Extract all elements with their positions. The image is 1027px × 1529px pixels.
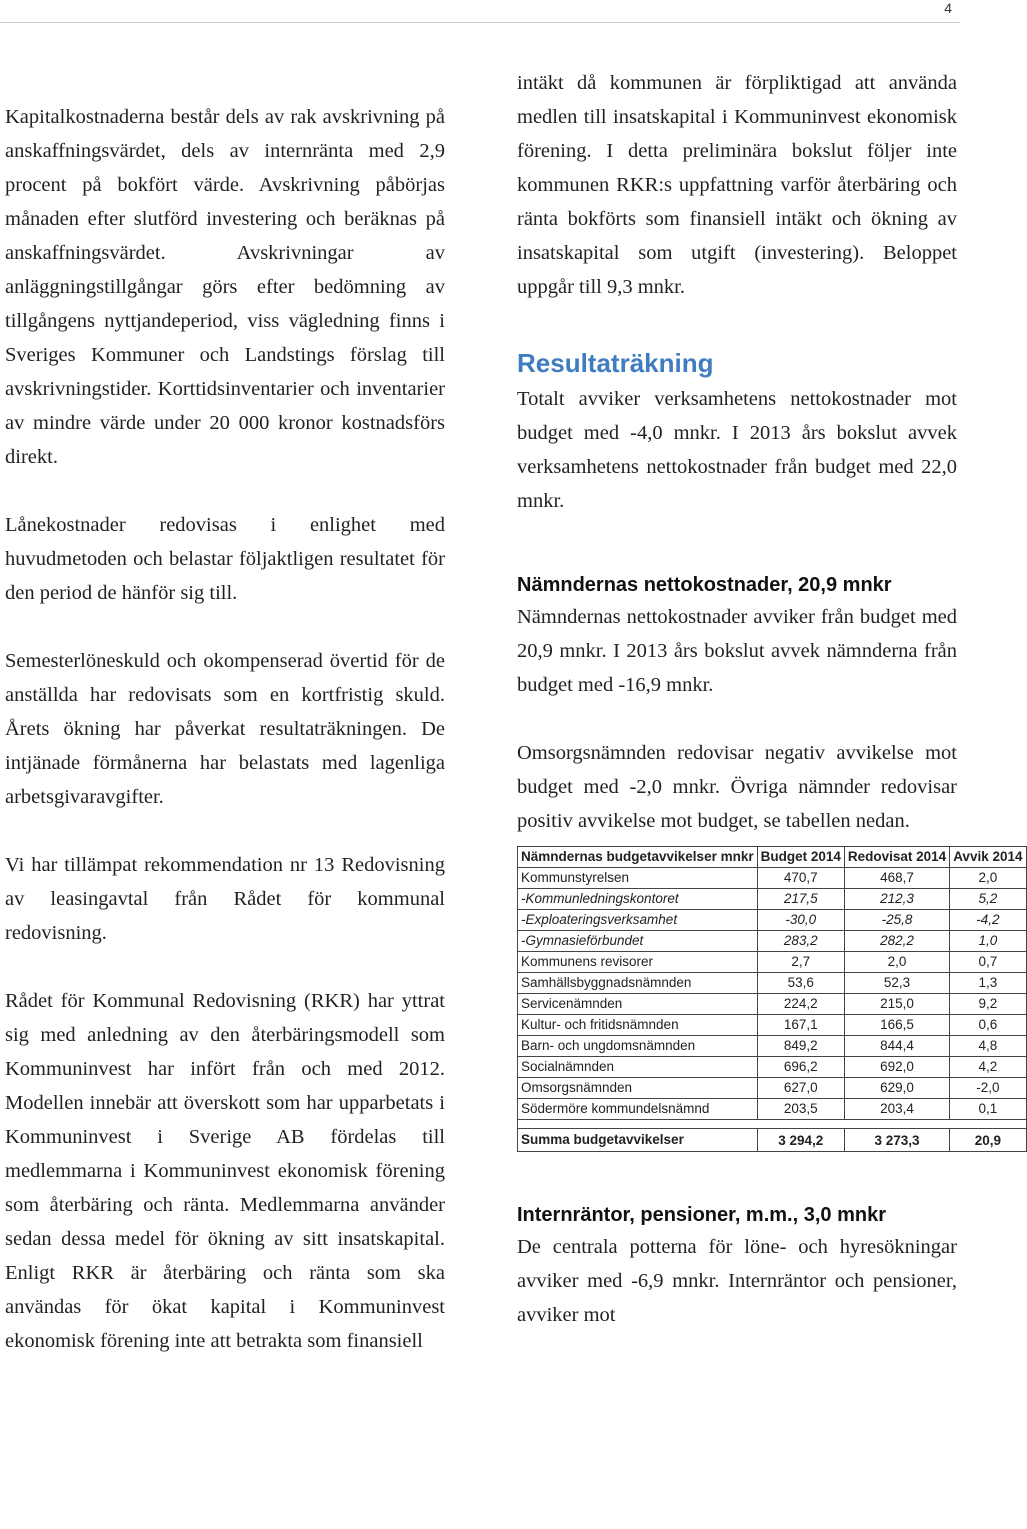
row-budget: 849,2: [757, 1036, 844, 1057]
row-avvik: 0,1: [950, 1099, 1026, 1120]
row-budget: 2,7: [757, 952, 844, 973]
row-budget: 470,7: [757, 868, 844, 889]
row-name: Kommunstyrelsen: [518, 868, 758, 889]
row-redovisat: 282,2: [844, 931, 949, 952]
row-name: Kultur- och fritidsnämnden: [518, 1015, 758, 1036]
table-row: [518, 1057, 1027, 1078]
header-namndernas: Nämndernas budgetavvikelser mnkr: [518, 847, 758, 868]
row-avvik: 0,6: [950, 1015, 1026, 1036]
table-header-row: [518, 847, 1027, 868]
paragraph-kapitalkostnader: Kapitalkostnaderna består dels av rak avskrivning på anskaffningsvärdet, dels av internränta med 2,9 procent på bokfört värde. Avskrivning påbörjas månaden efter slutförd investering och beräknas på anskaffningsvärdet. Avskrivningar av anläggningstillgångar görs efter bedömning av tillgångens nyttjandeperiod, viss vägledning finns i Sveriges Kommuner och Landstings förslag till avskrivningstider. Korttidsinventarier och inventarier av mindre värde under 20 000 kronor kostnadsförs direkt.: [5, 106, 445, 468]
paragraph-internrantor: De centrala potterna för löne- och hyresökningar avviker med -6,9 mnkr. Internräntor och pensioner, avviker mot: [517, 1236, 957, 1326]
table-row: [518, 1015, 1027, 1036]
row-name: Servicenämnden: [518, 994, 758, 1015]
table-row: [518, 1036, 1027, 1057]
row-budget: 217,5: [757, 889, 844, 910]
header-avvik: Avvik 2014: [950, 847, 1026, 868]
row-avvik: -4,2: [950, 910, 1026, 931]
paragraph-semesterloneskuld: Semesterlöneskuld och okompenserad övertid för de anställda har redovisats som en kortfristig skuld. Årets ökning har påverkat resultaträkningen. De intjänade förmånerna har belastats med lagenliga arbetsgivaravgifter.: [5, 650, 445, 808]
header-rule: [0, 22, 960, 23]
row-budget: 203,5: [757, 1099, 844, 1120]
total-redovisat: 3 273,3: [844, 1129, 949, 1152]
row-name: Södermöre kommundelsnämnd: [518, 1099, 758, 1120]
row-avvik: 5,2: [950, 889, 1026, 910]
row-avvik: 1,3: [950, 973, 1026, 994]
row-avvik: -2,0: [950, 1078, 1026, 1099]
row-redovisat: 166,5: [844, 1015, 949, 1036]
row-name: Kommunens revisorer: [518, 952, 758, 973]
heading-namndernas-nettokostnader: Nämndernas nettokostnader, 20,9 mnkr: [517, 574, 892, 596]
total-avvik: 20,9: [950, 1129, 1026, 1152]
table-row: [518, 1099, 1027, 1120]
paragraph-resultatrakning: Totalt avviker verksamhetens nettokostnader mot budget med -4,0 mnkr. I 2013 års bokslut avvek verksamhetens nettokostnader från budget med 22,0 mnkr.: [517, 388, 957, 512]
row-name: -Kommunledningskontoret: [518, 889, 758, 910]
row-redovisat: 2,0: [844, 952, 949, 973]
page-number: 4: [944, 0, 952, 16]
row-budget: 283,2: [757, 931, 844, 952]
paragraph-leasingavtal: Vi har tillämpat rekommendation nr 13 Redovisning av leasingavtal från Rådet för kommunal redovisning.: [5, 854, 445, 944]
paragraph-namndernas-1: Nämndernas nettokostnader avviker från budget med 20,9 mnkr. I 2013 års bokslut avvek nämnderna från budget med -16,9 mnkr.: [517, 606, 957, 696]
row-redovisat: 212,3: [844, 889, 949, 910]
row-budget: 224,2: [757, 994, 844, 1015]
row-redovisat: -25,8: [844, 910, 949, 931]
table-row: [518, 952, 1027, 973]
row-name: Socialnämnden: [518, 1057, 758, 1078]
table-total-row: [518, 1129, 1027, 1152]
header-redovisat: Redovisat 2014: [844, 847, 949, 868]
row-redovisat: 692,0: [844, 1057, 949, 1078]
table-body: [518, 868, 1027, 1152]
row-name: -Gymnasieförbundet: [518, 931, 758, 952]
paragraph-lanekostnader: Lånekostnader redovisas i enlighet med huvudmetoden och belastar följaktligen resultatet för den period de hänför sig till.: [5, 514, 445, 604]
header-budget: Budget 2014: [757, 847, 844, 868]
row-avvik: 4,8: [950, 1036, 1026, 1057]
heading-resultatrakning: Resultaträkning: [517, 348, 714, 378]
table-row: [518, 889, 1027, 910]
row-redovisat: 215,0: [844, 994, 949, 1015]
table-row: [518, 1078, 1027, 1099]
row-budget: 53,6: [757, 973, 844, 994]
row-name: Omsorgsnämnden: [518, 1078, 758, 1099]
paragraph-rkr: Rådet för Kommunal Redovisning (RKR) har yttrat sig med anledning av den återbäringsmodell som Kommuninvest har infört från och med 2012. Modellen innebär att överskott som har upparbetats i Kommuninvest i Sverige AB fördelas till medlemmarna i Kommuninvest ekonomisk förening som återbäring och ränta. Medlemmarna använder sedan dessa medel för ökning av sitt insatskapital. Enligt RKR är återbäring och ränta som ska användas för ökat kapital i Kommuninvest ekonomisk förening inte att betrakta som finansiell: [5, 990, 445, 1352]
row-name: Barn- och ungdomsnämnden: [518, 1036, 758, 1057]
table-row: [518, 973, 1027, 994]
row-redovisat: 52,3: [844, 973, 949, 994]
total-budget: 3 294,2: [757, 1129, 844, 1152]
paragraph-namndernas-2: Omsorgsnämnden redovisar negativ avvikelse mot budget med -2,0 mnkr. Övriga nämnder redovisar positiv avvikelse mot budget, se tabellen nedan.: [517, 742, 957, 832]
table-row: [518, 994, 1027, 1015]
paragraph-continuation: intäkt då kommunen är förpliktigad att använda medlen till insatskapital i Kommuninvest ekonomisk förening. I detta preliminära bokslut följer inte kommunen RKR:s uppfattning varför återbäring och ränta bokförts som finansiell intäkt och ökning av insatskapital som utgift (investering). Beloppet uppgår till 9,3 mnkr.: [517, 72, 957, 298]
row-name: -Exploateringsverksamhet: [518, 910, 758, 931]
right-column: [517, 66, 1023, 1332]
spacer-cell: [518, 1120, 1027, 1129]
table-row: [518, 910, 1027, 931]
row-avvik: 0,7: [950, 952, 1026, 973]
left-column: [5, 66, 445, 1358]
row-budget: 167,1: [757, 1015, 844, 1036]
row-name: Samhällsbyggnadsnämnden: [518, 973, 758, 994]
row-avvik: 1,0: [950, 931, 1026, 952]
row-avvik: 2,0: [950, 868, 1026, 889]
row-budget: 696,2: [757, 1057, 844, 1078]
row-avvik: 4,2: [950, 1057, 1026, 1078]
total-name: Summa budgetavvikelser: [518, 1129, 758, 1152]
table-spacer-row: [518, 1120, 1027, 1129]
budget-table: [517, 846, 1027, 1152]
row-redovisat: 844,4: [844, 1036, 949, 1057]
row-budget: -30,0: [757, 910, 844, 931]
row-budget: 627,0: [757, 1078, 844, 1099]
row-avvik: 9,2: [950, 994, 1026, 1015]
row-redovisat: 468,7: [844, 868, 949, 889]
row-redovisat: 629,0: [844, 1078, 949, 1099]
row-redovisat: 203,4: [844, 1099, 949, 1120]
table-row: [518, 868, 1027, 889]
heading-internrantor: Internräntor, pensioner, m.m., 3,0 mnkr: [517, 1204, 886, 1226]
table-row: [518, 931, 1027, 952]
